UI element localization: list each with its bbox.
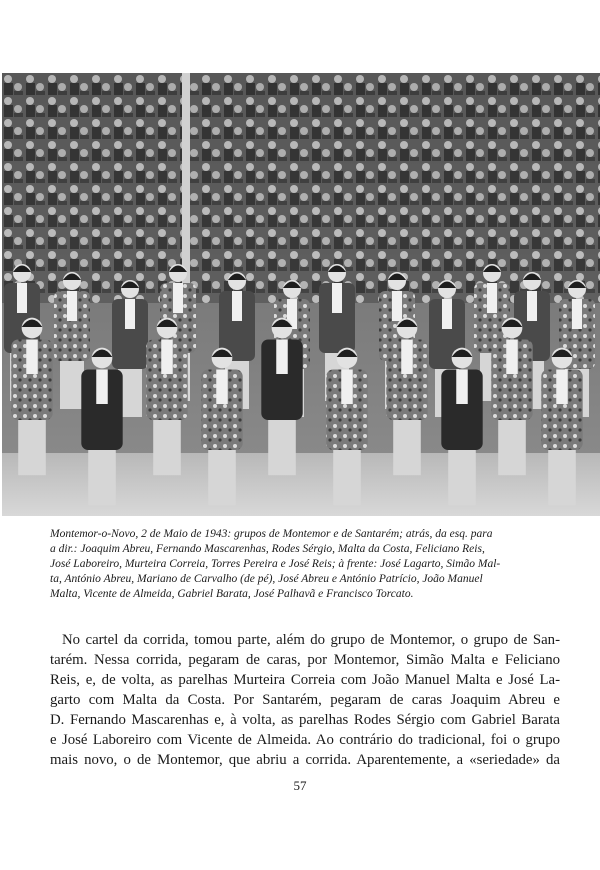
caption-line: Montemor-o-Novo, 2 de Maio de 1943: grupos de Montemor e de Santarém; atrás, da esq. para: [50, 528, 493, 540]
body-paragraph: [50, 630, 560, 770]
page-number: 57: [293, 778, 307, 793]
body-line: Reis, e, de volta, as parelhas Murteira Correia com João Manuel Malta e José La-: [50, 672, 560, 688]
body-line: garto com Malta da Costa. Por Santarém, pegaram de caras Joaquim Abreu e: [50, 692, 560, 708]
caption-line: ta, António Abreu, Mariano de Carvalho (de pé), José Abreu e António Patrício, João Manuel: [50, 573, 483, 585]
caption-line: a dir.: Joaquim Abreu, Fernando Mascarenhas, Rodes Sérgio, Malta da Costa, Feliciano Reis,: [50, 543, 485, 555]
group-photograph: [2, 73, 600, 516]
body-line: D. Fernando Mascarenhas e, à volta, as parelhas Rodes Sérgio com Gabriel Barata: [50, 712, 560, 728]
photo-caption: [50, 527, 560, 602]
caption-line: José Laboreiro, Murteira Correia, Torres Pereira e José Reis; à frente: José Lagarto, Simão Mal-: [50, 558, 501, 570]
body-line: No cartel da corrida, tomou parte, além do grupo de Montemor, o grupo de San-: [62, 632, 560, 648]
photograph-image: [2, 73, 600, 516]
body-line: e José Laboreiro com Vicente de Almeida. Ao contrário do tradicional, foi o grupo: [50, 732, 560, 748]
caption-line: Malta, Vicente de Almeida, Gabriel Barata, José Palhavã e Francisco Torcato.: [50, 588, 414, 600]
body-line: tarém. Nessa corrida, pegaram de caras, por Montemor, Simão Malta e Feliciano: [50, 652, 560, 668]
body-line: mais novo, o de Montemor, que abriu a corrida. Aparentemente, a «seriedade» da: [50, 752, 560, 768]
